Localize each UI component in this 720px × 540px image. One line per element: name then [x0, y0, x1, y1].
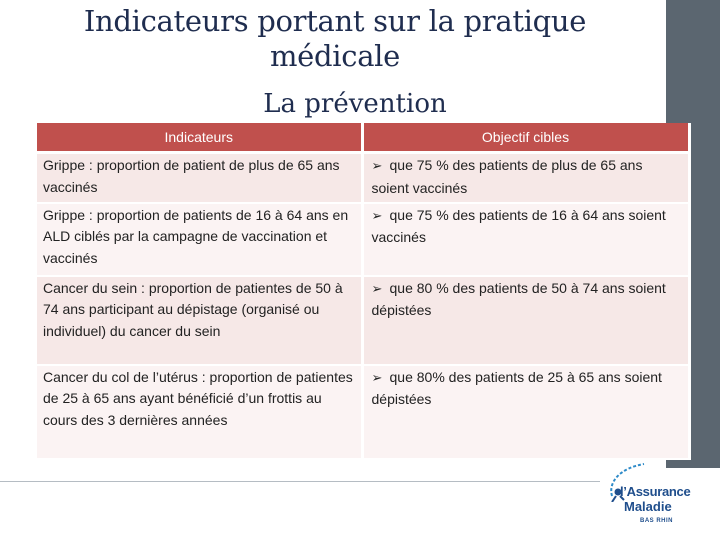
arrow-bullet-icon: ➢	[371, 370, 383, 386]
objective-cell	[362, 203, 689, 276]
objective-cell	[362, 365, 689, 459]
table-row	[37, 276, 689, 365]
indicator-cell: Cancer du sein : proportion de patientes de 50 à 74 ans participant au dépistage (organisé ou individuel) du cancer du sein	[37, 276, 362, 365]
table-row	[37, 203, 689, 276]
header-objectif: Objectif cibles	[362, 123, 689, 153]
table-header-row	[37, 123, 689, 153]
logo-text-maladie: Maladie	[624, 499, 672, 514]
objective-cell	[362, 153, 689, 203]
table-row	[37, 365, 689, 459]
slide-subtitle: La prévention	[263, 89, 447, 119]
objective-text: que 75 % des patients de 16 à 64 ans soient vaccinés	[371, 206, 666, 245]
indicator-cell: Cancer du col de l’utérus : proportion de patientes de 25 à 65 ans ayant bénéficié d’un frottis au cours des 3 dernières années	[37, 365, 362, 459]
indicators-table	[37, 123, 691, 460]
header-indicateurs: Indicateurs	[37, 123, 362, 153]
objective-cell	[362, 276, 689, 365]
indicator-cell: Grippe : proportion de patient de plus de 65 ans vaccinés	[37, 153, 362, 203]
logo-text-assurance: l’Assurance	[620, 484, 691, 499]
arrow-bullet-icon: ➢	[371, 159, 383, 174]
slide-title: Indicateurs portant sur la pratique médicale	[83, 4, 587, 73]
objective-text: que 80% des patients de 25 à 65 ans soient dépistées	[371, 368, 662, 407]
objective-text: que 75 % des patients de plus de 65 ans soient vaccinés	[371, 157, 643, 196]
objective-text: que 80 % des patients de 50 à 74 ans soient dépistées	[371, 279, 666, 318]
assurance-maladie-logo	[598, 462, 716, 537]
arrow-bullet-icon: ➢	[371, 281, 383, 297]
indicator-cell: Grippe : proportion de patients de 16 à 64 ans en ALD ciblés par la campagne de vaccination et vaccinés	[37, 203, 362, 276]
logo-text-region: BAS RHIN	[640, 518, 674, 524]
table-row	[37, 153, 689, 203]
footer-divider	[0, 481, 600, 482]
arrow-bullet-icon: ➢	[371, 208, 383, 224]
